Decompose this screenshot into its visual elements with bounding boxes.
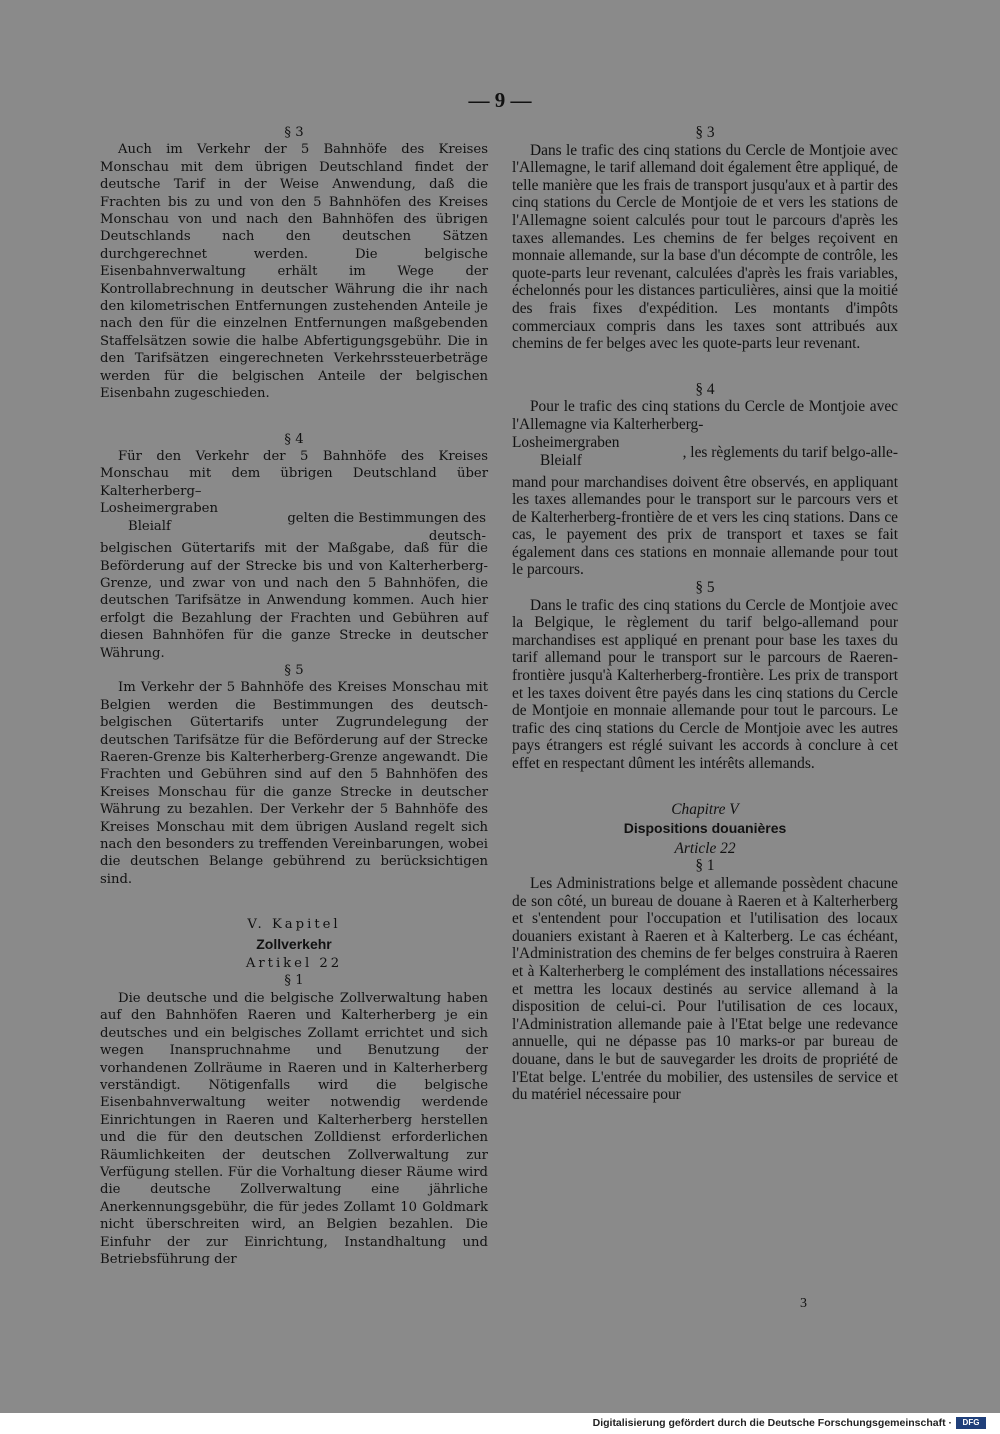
german-route-fraction: [100, 500, 488, 544]
german-chapter-title: Zollverkehr: [256, 935, 332, 952]
german-chapter: V. Kapitel: [247, 917, 341, 933]
german-s4-text: belgischen Gütertarifs mit der Maßgabe, daß für die Beförderung auf der Strecke bis und von Kalterherberg-Grenze, und zwar von und nach den 5 Bahnhöfen, die deutschen Tarifsätze in Anwendung kommen. Auch hier erfolgt die Bezahlung der Frachten und Gebühren auf diesen Bahnhöfen für die ganze Strecke in deutscher Währung.: [100, 541, 488, 661]
french-route-bleialf: Bleialf: [540, 451, 582, 469]
footer-text: Digitalisierung gefördert durch die Deutsche Forschungsgemeinschaft ·: [592, 1417, 952, 1429]
french-a1-text: Les Administrations belge et allemande possèdent chacune de son côté, un bureau de douane à Raeren et à Kalterherberg et s'entendent pour l'occupation et l'utilisation des locaux douaniers existant à Raeren et à Kalterberg. Le cas échéant, l'Administration des chemins de fer belges construira à Raeren et à Kalterherberg le complément des installations nécessaires et mettra les locaux destinés au service allemand à la disposition de celui-ci. Pour l'utilisation de ces locaux, l'Administration allemande paie à l'Etat belge une redevance annuelle, qui ne dépasse pas 10 marks-or par bureau de douane, dans le but de sauvegarder les droits de propriété de l'Etat belge. L'entrée du mobilier, des ustensiles de service et du matériel nécessaire pour: [512, 874, 898, 1104]
german-article: Artikel 22: [245, 956, 343, 972]
french-s5-heading: § 5: [695, 579, 715, 597]
german-s5-heading: § 5: [284, 662, 304, 678]
german-s5-text: Im Verkehr der 5 Bahnhöfe des Kreises Monschau mit Belgien werden die Bestimmungen des deutsch-belgischen Gütertarifs unter Zugrundelegung der deutschen Tarifsätze für die Beförderung auf der Strecke Raeren-Grenze bis Kalterherberg-Grenze angewandt. Die Frachten und Gebühren sind auf den 5 Bahnhöfen des Kreises Monschau für die ganze Strecke in deutscher Währung zu bezahlen. Der Verkehr der 5 Bahnhöfe des Kreises Monschau mit dem übrigen Ausland regelt sich nach den besonders zu treffenden Vereinbarungen, wobei die deutschen Belange gebührend zu berücksichtigen sind.: [100, 680, 488, 887]
french-route-losheimergraben: Losheimergraben: [512, 433, 620, 451]
german-s4-intro: Für den Verkehr der 5 Bahnhöfe des Kreises Monschau mit dem übrigen Deutschland über Kalterherberg–: [100, 448, 488, 499]
french-s5-text: Dans le trafic des cinq stations du Cercle de Montjoie avec la Belgique, le règlement du tarif belgo-allemand pour marchandises est appliqué en prenant pour base les taxes du tarif allemand pour le transport sur le parcours de Raeren-frontière jusqu'à Kalterherberg-frontière. Les prix de transport et les taxes doivent être payés dans les cinq stations du Cercle de Montjoie en monnaie allemande pour tout le parcours. Le trafic des cinq stations du Cercle de Montjoie avec les autres pays étrangers est réglé suivant les accords à conclure à cet effet en respectant dûment les intérêts allemands.: [512, 596, 898, 772]
french-route-continuation: , les règlements du tarif belgo-alle-: [682, 443, 898, 461]
french-column: [512, 124, 898, 1104]
french-s3-heading: § 3: [695, 124, 715, 141]
german-route-continuation: gelten die Bestimmungen des deutsch-: [287, 511, 486, 544]
german-a1-heading: § 1: [284, 973, 304, 989]
german-s4-heading: § 4: [284, 431, 304, 447]
french-route-fraction: [512, 434, 898, 474]
german-s3-heading: § 3: [284, 125, 304, 140]
french-s4-text: mand pour marchandises doivent être observés, en appliquant les taxes allemandes pour le transport sur le parcours vers et de Kalterherberg-frontière de et vers les cinq stations. Dans ce cas, le payement des prix de transport et taxes se fait également dans ces stations en monnaie allemande pour tout le parcours.: [512, 473, 898, 579]
french-chapter-title: Dispositions douanières: [623, 820, 787, 837]
german-column: [100, 124, 488, 1268]
signature-mark: 3: [800, 1296, 807, 1311]
german-route-bleialf: Bleialf: [128, 519, 171, 535]
french-chapter: Chapitre V: [671, 800, 739, 818]
french-s4-intro: Pour le trafic des cinq stations du Cercle de Montjoie avec l'Allemagne via Kalterherberg-: [512, 398, 898, 433]
french-a1-heading: § 1: [695, 857, 715, 875]
dfg-logo-icon: DFG: [956, 1417, 986, 1429]
german-route-losheimergraben: Losheimergraben: [100, 501, 218, 517]
french-article: Article 22: [674, 839, 736, 857]
digitization-footer: [0, 1413, 1000, 1434]
german-s3-text: Auch im Verkehr der 5 Bahnhöfe des Kreises Monschau mit dem übrigen Deutschland findet der deutsche Tarif in der Weise Anwendung, daß die Frachten bis zu und von den 5 Bahnhöfen des Kreises Monschau von und nach den Bahnhöfen des übrigen Deutschlands nach den deutschen Sätzen durchgerechnet werden. Die belgische Eisenbahnverwaltung erhält im Wege der Kontrollabrechnung in deutscher Währung die ihr nach den kilometrischen Entfernungen zustehenden Anteile je nach den für die einzelnen Entfernungen maßgebenden Staffelsätzen sowie die halbe Abfertigungsgebühr. Die in den Tarifsätzen eingerechneten Verkehrssteuerbeträge werden für die belgischen Anteile der belgischen Eisenbahn zugeschieden.: [100, 142, 488, 402]
german-a1-text: Die deutsche und die belgische Zollverwaltung haben auf den Bahnhöfen Raeren und Kalterherberg je ein deutsches und ein belgisches Zollamt errichtet und sich wegen Inanspruchnahme und Benutzung der vorhandenen Zollräume in Raeren und in Kalterherberg verständigt. Nötigenfalls wird die belgische Eisenbahnverwaltung weiter notwendig werdende Einrichtungen in Raeren und Kalterherberg herstellen und die für den deutschen Zolldienst erforderlichen Räumlichkeiten der deutschen Zollverwaltung zur Verfügung stellen. Für die Vorhaltung dieser Räume wird die deutsche Zollverwaltung eine jährliche Anerkennungsgebühr, die für jedes Zollamt 10 Goldmark nicht überschreiten wird, an Belgien bezahlen. Die Einfuhr der zur Einrichtung, Instandhaltung und Betriebsführung der: [100, 990, 488, 1267]
page-number: — 9 —: [468, 88, 532, 112]
french-s3-text: Dans le trafic des cinq stations du Cercle de Montjoie avec l'Allemagne, le tarif allemand doit également être appliqué, de telle manière que les frais de transport jusqu'aux et à partir des cinq stations du Cercle de Montjoie de et vers les stations de l'Allemagne soient calculés pour tout le parcours d'après les taxes allemandes. Les chemins de fer belges reçoivent en monnaie allemande, sur la base d'un décompte de contrôle, les quote-parts leur revenant, calculées d'après les frais variables, échelonnés pour les distances particulières, ainsi que la moitié des frais fixes d'expédition. Les montants d'impôts commerciaux compris dans les taxes sont attribués aux chemins de fer belges avec les quote-parts leur revenant.: [512, 141, 898, 353]
french-s4-heading: § 4: [695, 380, 715, 398]
